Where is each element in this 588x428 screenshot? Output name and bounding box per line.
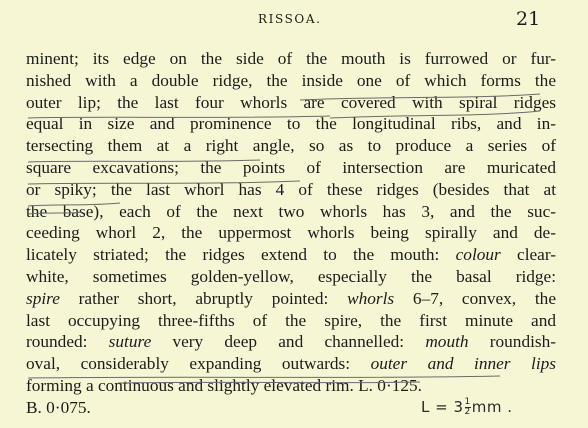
handnote-suffix: mm . (471, 398, 513, 416)
text-line (26, 266, 556, 288)
species-description (26, 48, 556, 419)
italic-term: mouth (425, 332, 469, 352)
text-segment: equal in size and prominence to the longitudinal ribs, and in- (26, 114, 556, 134)
text-segment: or spiky; the last whorl has 4 of these ridges (besides that at (26, 179, 556, 199)
italic-term: suture (108, 332, 152, 352)
fraction-denominator: 2 (464, 407, 471, 417)
text-line (26, 135, 556, 157)
text-line (26, 201, 556, 223)
text-segment: nished with a double ridge, the inside one of which forms the (26, 70, 556, 90)
handnote-fraction (465, 398, 471, 417)
text-segment: very deep and channelled: (151, 332, 426, 352)
text-segment: forming a continuous and slightly elevated rim. L. 0·125. (26, 375, 422, 395)
text-segment: outer lip; the last four whorls are covered with spiral ridges (26, 92, 556, 112)
text-segment: ceeding whorl 2, the uppermost whorls being spirally and de- (26, 223, 556, 243)
text-segment: licately striated; the ridges extend to the mouth: (26, 245, 456, 265)
text-line (26, 179, 556, 201)
text-segment: the base), each of the next two whorls has 3, and the suc- (26, 201, 556, 221)
italic-term: colour (455, 245, 501, 265)
text-line (26, 331, 556, 353)
handnote-prefix: L = 3 (421, 398, 464, 416)
text-line (26, 92, 556, 114)
text-line (26, 375, 556, 397)
text-line (26, 244, 556, 266)
running-title: RISSOA. (258, 12, 322, 26)
italic-term: outer and inner lips (370, 354, 556, 374)
text-line (26, 222, 556, 244)
handwritten-length-note (421, 398, 513, 417)
text-segment: rounded: (26, 332, 109, 352)
text-segment: last occupying three-fifths of the spire, the first minute and (26, 310, 556, 330)
text-line (26, 310, 556, 332)
text-line (26, 288, 556, 310)
text-segment: 6–7, convex, the (394, 288, 556, 308)
text-segment: clear- (500, 245, 557, 265)
text-segment: white, sometimes golden-yellow, especially the basal ridge: (26, 266, 556, 286)
text-segment: tersecting them at a right angle, so as to produce a series of (26, 136, 556, 156)
running-head (0, 7, 588, 33)
text-line (26, 157, 556, 179)
text-segment: minent; its edge on the side of the mouth is furrowed or fur- (26, 49, 556, 68)
fraction-numerator: 1 (464, 397, 471, 407)
text-segment: B. 0·075. (26, 397, 91, 417)
italic-term: spire (26, 288, 60, 308)
text-segment: oval, considerably expanding outwards: (26, 354, 371, 374)
text-segment: square excavations; the points of intersection are muricated (26, 157, 556, 177)
text-segment: roundish- (468, 332, 557, 352)
text-line (26, 353, 556, 375)
text-line (26, 70, 556, 92)
text-line (26, 113, 556, 135)
italic-term: whorls (347, 288, 395, 308)
text-line (26, 48, 556, 70)
text-segment: rather short, abruptly pointed: (59, 288, 348, 308)
page-number: 21 (516, 8, 541, 30)
